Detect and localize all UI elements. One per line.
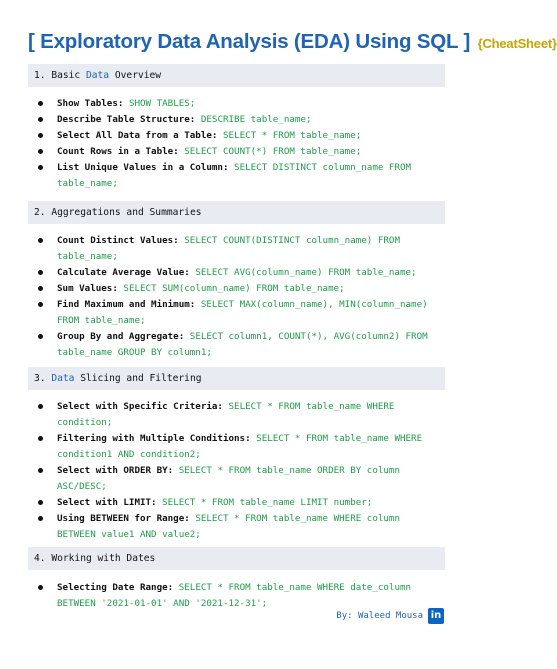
section-header-basic-data-overview <box>28 64 445 87</box>
section-header-aggregations <box>28 201 445 224</box>
item-code: SELECT SUM(column_name) FROM table_name; <box>123 283 345 294</box>
section-title-pre: 1. Basic <box>34 70 86 81</box>
item-code: SELECT * FROM table_name WHERE column BETWEEN value1 AND value2; <box>57 513 400 540</box>
item-label: Show Tables: <box>57 98 124 109</box>
section-title-pre: 3. <box>34 373 52 384</box>
bullet-icon <box>38 468 43 473</box>
linkedin-icon[interactable]: in <box>428 608 444 624</box>
bullet-icon <box>38 585 43 590</box>
item-label: Selecting Date Range: <box>57 582 174 593</box>
list-item <box>34 144 444 160</box>
item-label: Describe Table Structure: <box>57 114 196 125</box>
item-label: Count Distinct Values: <box>57 235 179 246</box>
bullet-icon <box>38 270 43 275</box>
item-label: Group By and Aggregate: <box>57 331 185 342</box>
item-code: SELECT * FROM table_name ORDER BY column ASC/DESC; <box>57 465 400 492</box>
list-item <box>34 112 444 128</box>
bullet-icon <box>38 101 43 106</box>
item-label: Using BETWEEN for Range: <box>57 513 190 524</box>
list-item <box>34 160 444 192</box>
item-code: SELECT MAX(column_name), MIN(column_name) FROM table_name; <box>57 299 428 326</box>
bullet-icon <box>38 436 43 441</box>
author-credit: By: Waleed Mousa <box>336 611 423 621</box>
title-tag: {CheatSheet} <box>477 36 557 51</box>
section-header-data-slicing <box>28 367 445 390</box>
section-list-aggregations <box>34 233 444 361</box>
item-code: SELECT * FROM table_name WHERE condition1 AND condition2; <box>57 433 423 460</box>
bullet-icon <box>38 404 43 409</box>
list-item <box>34 297 444 329</box>
item-label: Select with Specific Criteria: <box>57 401 223 412</box>
section-title-highlight: Data <box>85 70 110 81</box>
bullet-icon <box>38 117 43 122</box>
section-title-highlight: Data <box>51 373 75 384</box>
item-label: Select with ORDER BY: <box>57 465 174 476</box>
footer <box>336 608 444 624</box>
list-item <box>34 329 444 361</box>
bullet-icon <box>38 238 43 243</box>
item-label: Count Rows in a Table: <box>57 146 179 157</box>
list-item <box>34 431 444 463</box>
bullet-icon <box>38 286 43 291</box>
item-label: Calculate Average Value: <box>57 267 190 278</box>
list-item <box>34 233 444 265</box>
item-label: Sum Values: <box>57 283 118 294</box>
title-main: [ Exploratory Data Analysis (EDA) Using SQL ] <box>28 30 471 53</box>
bullet-icon <box>38 302 43 307</box>
list-item <box>34 265 444 281</box>
section-list-data-slicing <box>34 399 444 543</box>
item-code: SELECT * FROM table_name WHERE date_column BETWEEN '2021-01-01' AND '2021-12-31'; <box>57 582 412 609</box>
item-code: SELECT COUNT(*) FROM table_name; <box>184 146 362 157</box>
bullet-icon <box>38 334 43 339</box>
item-code: SELECT DISTINCT column_name FROM table_name; <box>57 162 412 189</box>
item-label: Select All Data from a Table: <box>57 130 218 141</box>
list-item <box>34 495 444 511</box>
list-item <box>34 96 444 112</box>
bullet-icon <box>38 133 43 138</box>
item-code: SELECT * FROM table_name; <box>222 130 362 141</box>
list-item <box>34 463 444 495</box>
list-item <box>34 281 444 297</box>
item-label: Find Maximum and Minimum: <box>57 299 196 310</box>
item-code: SELECT column1, COUNT(*), AVG(column2) FROM table_name GROUP BY column1; <box>57 331 428 358</box>
section-header-working-with-dates <box>28 547 445 570</box>
bullet-icon <box>38 516 43 521</box>
item-code: DESCRIBE table_name; <box>200 114 312 125</box>
item-code: SELECT * FROM table_name LIMIT number; <box>162 497 373 508</box>
item-label: List Unique Values in a Column: <box>57 162 229 173</box>
page-title <box>28 30 557 54</box>
bullet-icon <box>38 500 43 505</box>
item-code: SHOW TABLES; <box>128 98 196 109</box>
section-title-pre: 4. Working with Dates <box>34 553 156 564</box>
section-list-basic-data-overview <box>34 96 444 192</box>
section-title-post: Slicing and Filtering <box>74 373 202 384</box>
item-label: Filtering with Multiple Conditions: <box>57 433 251 444</box>
bullet-icon <box>38 165 43 170</box>
section-title-post: Overview <box>109 70 162 81</box>
item-code: SELECT * FROM table_name WHERE condition; <box>57 401 395 428</box>
list-item <box>34 399 444 431</box>
item-label: Select with LIMIT: <box>57 497 157 508</box>
section-title-pre: 2. Aggregations and Summaries <box>34 207 202 218</box>
bullet-icon <box>38 149 43 154</box>
item-code: SELECT COUNT(DISTINCT column_name) FROM table_name; <box>57 235 400 262</box>
item-code: SELECT AVG(column_name) FROM table_name; <box>195 267 417 278</box>
list-item <box>34 128 444 144</box>
list-item <box>34 511 444 543</box>
